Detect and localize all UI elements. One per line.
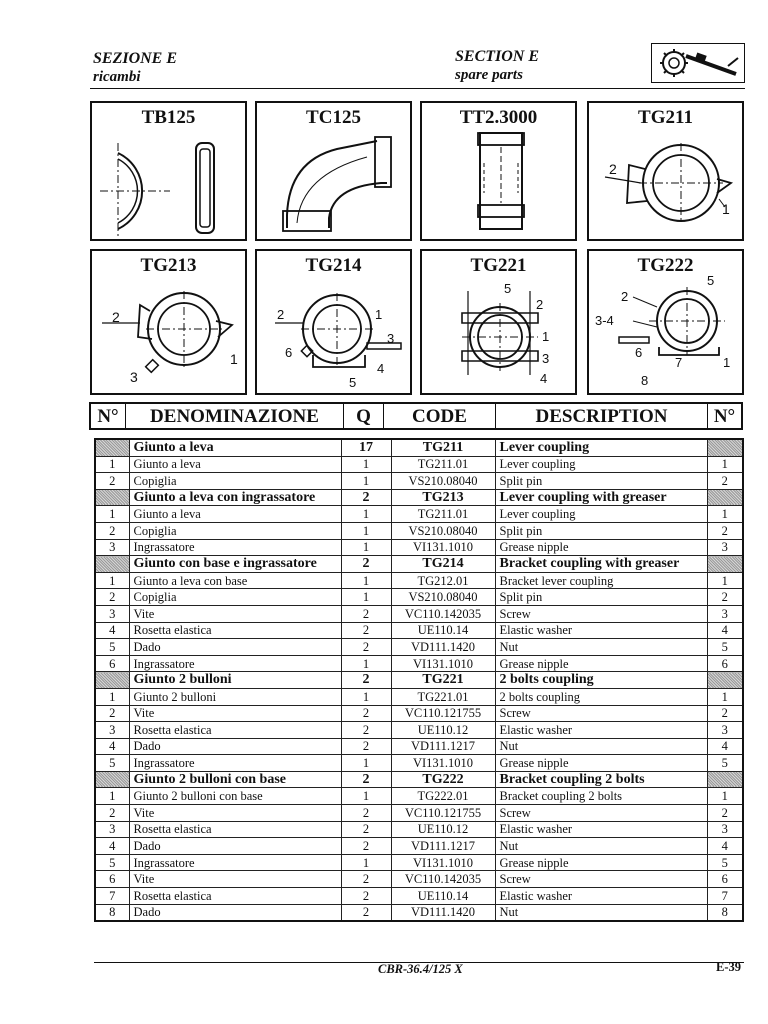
cell-no-right: 3 [707,821,743,838]
cell-code: TG211 [391,439,495,456]
cell-quantity: 2 [341,705,391,722]
cell-description: Screw [495,805,707,822]
cell-no: 2 [95,589,129,606]
cell-quantity: 2 [341,556,391,573]
cell-quantity: 2 [341,871,391,888]
cell-denominazione: Ingrassatore [129,655,341,672]
cell-code: TG211.01 [391,456,495,473]
cell-no-right [707,489,743,506]
cell-description: Split pin [495,473,707,490]
cell-code: VS210.08040 [391,473,495,490]
table-row [95,539,743,556]
cell-denominazione: Dado [129,639,341,656]
cell-denominazione: Dado [129,904,341,921]
section-title-en-sub: spare parts [455,67,523,83]
cell-no: 6 [95,871,129,888]
panel-title: TG213 [140,255,197,276]
header-description: DESCRIPTION [496,404,708,428]
callout: 1 [375,307,383,322]
section-title-it-sub: ricambi [93,69,141,85]
cell-code: VI131.1010 [391,755,495,772]
cell-quantity: 2 [341,489,391,506]
cell-no: 2 [95,705,129,722]
document-code: CBR-36.4/125 X [378,962,463,976]
cell-description: Nut [495,639,707,656]
cell-quantity: 1 [341,456,391,473]
cell-no [95,771,129,788]
cell-denominazione: Rosetta elastica [129,821,341,838]
cell-no-right [707,439,743,456]
table-row [95,888,743,905]
cell-code: UE110.12 [391,722,495,739]
cell-quantity: 2 [341,622,391,639]
cell-no: 5 [95,854,129,871]
callout: 2 [621,289,629,304]
table-row [95,722,743,739]
cell-description: Screw [495,705,707,722]
cell-denominazione: Ingrassatore [129,539,341,556]
cell-description: Screw [495,871,707,888]
panel-tc125 [255,101,412,241]
page-number: E-39 [716,960,741,974]
cell-code: TG213 [391,489,495,506]
cell-quantity: 2 [341,771,391,788]
cell-no-right: 6 [707,655,743,672]
cell-description: Elastic washer [495,888,707,905]
cell-quantity: 2 [341,639,391,656]
callout: 2 [609,161,617,177]
cell-code: UE110.14 [391,622,495,639]
header-rule [90,88,745,89]
cell-denominazione: Giunto a leva [129,456,341,473]
cell-no: 6 [95,655,129,672]
cell-quantity: 2 [341,738,391,755]
cell-no [95,439,129,456]
callout: 1 [722,201,730,217]
table-row [95,838,743,855]
panel-tb125 [90,101,247,241]
cell-no-right: 4 [707,622,743,639]
cell-denominazione: Rosetta elastica [129,888,341,905]
cell-quantity: 1 [341,539,391,556]
cell-code: VI131.1010 [391,539,495,556]
table-row [95,755,743,772]
callout: 3 [387,331,395,346]
cell-no-right: 5 [707,854,743,871]
tb125-gasket-drawing [92,103,245,239]
cell-code: VD111.1420 [391,639,495,656]
table-row [95,655,743,672]
cell-description: 2 bolts coupling [495,688,707,705]
tc125-bend-drawing [257,103,410,239]
panel-tg213 [90,249,247,395]
cell-denominazione: Vite [129,805,341,822]
cell-no: 1 [95,688,129,705]
cell-denominazione: Rosetta elastica [129,622,341,639]
cell-code: VD111.1217 [391,738,495,755]
cell-denominazione: Giunto con base e ingrassatore [129,556,341,573]
cell-quantity: 2 [341,838,391,855]
cell-no: 1 [95,572,129,589]
table-group-row [95,489,743,506]
cell-code: VS210.08040 [391,522,495,539]
cell-denominazione: Copiglia [129,473,341,490]
callout: 5 [707,273,715,288]
cell-description: Screw [495,605,707,622]
panel-tg221 [420,249,577,395]
cell-no-right: 1 [707,788,743,805]
callout: 1 [230,351,238,367]
cell-quantity: 1 [341,755,391,772]
panel-title: TG211 [638,107,693,128]
cell-description: Lever coupling [495,439,707,456]
cell-description: Split pin [495,589,707,606]
table-row [95,788,743,805]
cell-quantity: 2 [341,805,391,822]
cell-description: Elastic washer [495,622,707,639]
panel-title: TC125 [306,107,361,128]
cell-code: TG221 [391,672,495,689]
cell-code: TG222.01 [391,788,495,805]
cell-description: Bracket coupling 2 bolts [495,788,707,805]
cell-code: VD111.1420 [391,904,495,921]
cell-quantity: 1 [341,655,391,672]
cell-denominazione: Copiglia [129,522,341,539]
cell-denominazione: Vite [129,871,341,888]
panel-title: TT2.3000 [459,107,538,128]
cell-quantity: 2 [341,821,391,838]
cell-no-right [707,672,743,689]
cell-description: Grease nipple [495,539,707,556]
cell-code: VC110.121755 [391,805,495,822]
cell-no [95,556,129,573]
cell-no-right: 5 [707,755,743,772]
cell-denominazione: Vite [129,705,341,722]
cell-no-right: 1 [707,506,743,523]
cell-no: 3 [95,821,129,838]
cell-quantity: 1 [341,589,391,606]
panel-title: TG214 [305,255,362,276]
table-row [95,522,743,539]
cell-denominazione: Giunto 2 bulloni [129,672,341,689]
table-row [95,705,743,722]
cell-no [95,489,129,506]
panel-title: TB125 [141,107,196,128]
cell-description: Lever coupling [495,456,707,473]
cell-denominazione: Giunto 2 bulloni con base [129,788,341,805]
table-group-row [95,556,743,573]
table-row [95,821,743,838]
cell-no-right: 1 [707,456,743,473]
cell-quantity: 1 [341,854,391,871]
cell-denominazione: Ingrassatore [129,755,341,772]
cell-denominazione: Dado [129,738,341,755]
callout: 5 [504,281,512,296]
cell-description: Nut [495,738,707,755]
table-row [95,904,743,921]
cell-denominazione: Giunto a leva con ingrassatore [129,489,341,506]
section-title-it-main: SEZIONE E [93,50,178,67]
cell-description: Split pin [495,522,707,539]
cell-denominazione: Giunto 2 bulloni [129,688,341,705]
cell-no: 1 [95,456,129,473]
cell-description: Grease nipple [495,655,707,672]
cell-denominazione: Copiglia [129,589,341,606]
cell-no-right: 2 [707,705,743,722]
cell-denominazione: Giunto a leva [129,439,341,456]
cell-quantity: 2 [341,722,391,739]
cell-quantity: 1 [341,688,391,705]
cell-no: 2 [95,473,129,490]
cell-code: TG222 [391,771,495,788]
callout: 2 [277,307,285,322]
section-title-it [93,50,177,86]
cell-denominazione: Ingrassatore [129,854,341,871]
cell-description: Grease nipple [495,755,707,772]
panel-tg222 [587,249,744,395]
cell-no-right: 2 [707,522,743,539]
cell-quantity: 2 [341,672,391,689]
cell-no-right: 5 [707,639,743,656]
callout: 8 [641,373,649,388]
cell-description: Bracket coupling with greaser [495,556,707,573]
table-row [95,871,743,888]
table-row [95,473,743,490]
cell-denominazione: Giunto a leva con base [129,572,341,589]
cell-no: 3 [95,722,129,739]
tg221-coupling-drawing [422,251,575,393]
cell-code: VD111.1217 [391,838,495,855]
cell-no-right: 4 [707,738,743,755]
cell-description: Nut [495,838,707,855]
callout: 4 [377,361,385,376]
cell-no-right: 8 [707,904,743,921]
cell-no-right: 1 [707,688,743,705]
cell-description: Elastic washer [495,821,707,838]
header-q: Q [344,404,384,428]
panel-tg211 [587,101,744,241]
table-header [89,402,743,430]
cell-no-right: 6 [707,871,743,888]
panel-title: TG222 [637,255,694,276]
table-row [95,622,743,639]
cell-no-right: 2 [707,589,743,606]
callout: 4 [540,371,548,386]
cell-no-right: 2 [707,805,743,822]
table-row [95,572,743,589]
cell-no-right: 2 [707,473,743,490]
table-group-row [95,439,743,456]
header-no: N° [91,404,126,428]
cell-no-right [707,771,743,788]
cell-quantity: 17 [341,439,391,456]
table-row [95,506,743,523]
cell-code: UE110.12 [391,821,495,838]
cell-no: 3 [95,539,129,556]
panel-title: TG221 [470,255,527,276]
cell-description: Elastic washer [495,722,707,739]
table-row [95,605,743,622]
callout: 3 [542,351,550,366]
cell-no-right [707,556,743,573]
cell-denominazione: Rosetta elastica [129,722,341,739]
cell-code: VC110.121755 [391,705,495,722]
cell-denominazione: Giunto 2 bulloni con base [129,771,341,788]
cell-no-right: 1 [707,572,743,589]
tt2-3000-pipe-drawing [422,103,575,239]
callout: 1 [723,355,731,370]
cell-no-right: 3 [707,722,743,739]
cell-quantity: 2 [341,904,391,921]
parts-table [94,438,744,922]
cell-quantity: 2 [341,888,391,905]
cell-no-right: 3 [707,605,743,622]
table-row [95,805,743,822]
cell-code: VC110.142035 [391,605,495,622]
cell-no: 5 [95,639,129,656]
cell-quantity: 1 [341,788,391,805]
callout: 2 [536,297,544,312]
cell-no: 1 [95,788,129,805]
table-row [95,854,743,871]
cell-code: TG221.01 [391,688,495,705]
tg214-coupling-drawing [257,251,410,393]
cell-description: Bracket lever coupling [495,572,707,589]
table-row [95,589,743,606]
cell-denominazione: Giunto a leva [129,506,341,523]
callout: 6 [635,345,643,360]
cell-code: TG212.01 [391,572,495,589]
cell-quantity: 2 [341,605,391,622]
cell-no: 7 [95,888,129,905]
cell-code: UE110.14 [391,888,495,905]
cell-quantity: 1 [341,473,391,490]
cell-denominazione: Vite [129,605,341,622]
table-row [95,738,743,755]
panel-tt2-3000 [420,101,577,241]
cell-no: 4 [95,738,129,755]
cell-no: 1 [95,506,129,523]
pipe-wrench-gear-icon [651,43,745,83]
cell-no: 2 [95,805,129,822]
cell-code: VS210.08040 [391,589,495,606]
header-denominazione: DENOMINAZIONE [126,404,344,428]
table-group-row [95,771,743,788]
callout: 1 [542,329,550,344]
cell-description: Nut [495,904,707,921]
cell-no: 4 [95,838,129,855]
callout: 7 [675,355,683,370]
callout: 3-4 [595,313,614,328]
cell-code: VC110.142035 [391,871,495,888]
cell-code: VI131.1010 [391,655,495,672]
table-row [95,639,743,656]
cell-quantity: 1 [341,506,391,523]
cell-no: 8 [95,904,129,921]
callout: 5 [349,375,357,390]
section-title-en-main: SECTION E [455,48,540,65]
cell-quantity: 1 [341,522,391,539]
cell-code: TG211.01 [391,506,495,523]
cell-description: Lever coupling [495,506,707,523]
cell-description: Lever coupling with greaser [495,489,707,506]
section-title-en [455,48,539,84]
cell-no-right: 3 [707,539,743,556]
cell-no: 4 [95,622,129,639]
cell-no-right: 7 [707,888,743,905]
cell-no: 3 [95,605,129,622]
cell-code: TG214 [391,556,495,573]
table-row [95,456,743,473]
cell-quantity: 1 [341,572,391,589]
table-row [95,688,743,705]
cell-no: 2 [95,522,129,539]
cell-description: Grease nipple [495,854,707,871]
cell-no [95,672,129,689]
cell-code: VI131.1010 [391,854,495,871]
cell-description: 2 bolts coupling [495,672,707,689]
cell-no-right: 4 [707,838,743,855]
callout: 2 [112,309,120,325]
table-group-row [95,672,743,689]
cell-no: 5 [95,755,129,772]
cell-denominazione: Dado [129,838,341,855]
panel-tg214 [255,249,412,395]
header-code: CODE [384,404,496,428]
cell-description: Bracket coupling 2 bolts [495,771,707,788]
callout: 6 [285,345,293,360]
header-no-right: N° [713,406,736,427]
callout: 3 [130,369,138,385]
parts-table-body [95,439,743,921]
